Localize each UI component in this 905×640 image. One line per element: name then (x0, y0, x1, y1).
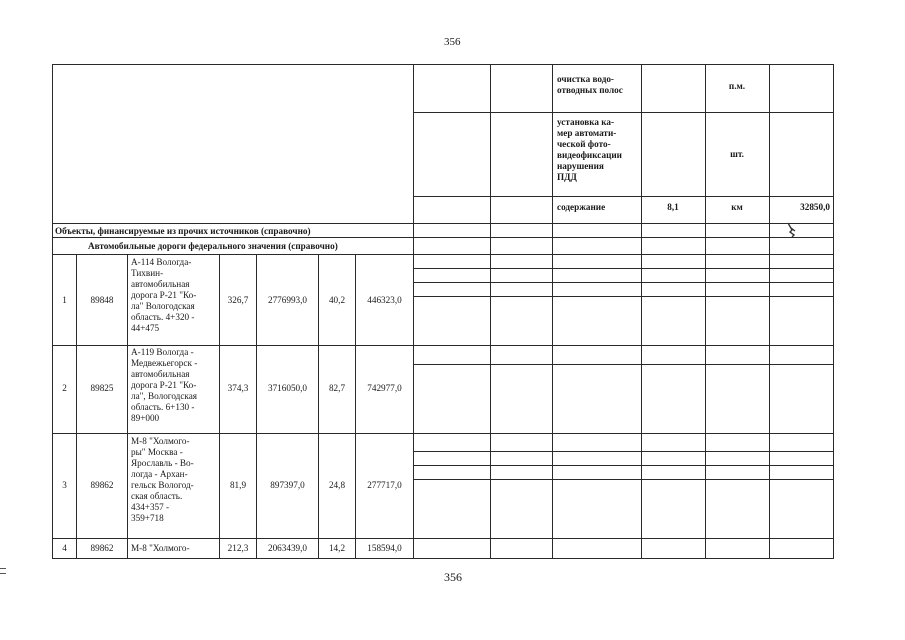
scan-edge-mark (0, 573, 6, 574)
road-1-length: 326,7 (227, 295, 249, 305)
work-unit-cleaning: п.м. (728, 81, 746, 91)
road-4-length: 212,3 (227, 543, 249, 553)
road-2-length: 374,3 (227, 383, 249, 393)
road-2-limit: 742977,0 (367, 383, 402, 393)
road-3-cost: 897397,0 (270, 480, 305, 490)
road-3-limit: 277717,0 (367, 480, 402, 490)
road-2-no: 2 (62, 383, 67, 393)
road-1-percent: 40,2 (328, 295, 346, 305)
work-qty-maintenance: 8,1 (667, 202, 679, 212)
road-3-no: 3 (62, 480, 67, 490)
road-1-no: 1 (62, 295, 67, 305)
scan-edge-mark (0, 568, 6, 569)
page-number-top: 356 (444, 36, 461, 48)
road-2-cost: 3716050,0 (267, 383, 308, 393)
road-2-code: 89825 (90, 383, 114, 393)
road-4-name: М-8 "Холмого- (131, 543, 190, 553)
road-4-limit: 158594,0 (367, 543, 402, 553)
road-4-code: 89862 (90, 543, 114, 553)
road-2-percent: 82,7 (328, 383, 346, 393)
page-number-bottom: 356 (444, 570, 462, 584)
road-4-percent: 14,2 (328, 543, 346, 553)
work-unit-cameras: шт. (730, 149, 744, 159)
road-3-code: 89862 (90, 480, 114, 490)
road-1-limit: 446323,0 (367, 295, 402, 305)
work-amount-maintenance: 32850,0 (800, 202, 830, 212)
road-3-name: М-8 "Холмого- ры" Москва - Ярославль - Во- логда - Архан- гельск Вологод- ская область. 434+357 - 359+718 (131, 436, 194, 523)
work-name-cameras: установка ка- мер автомати- ческой фото- видеофиксации нарушения ПДД (557, 117, 622, 182)
road-1-name: А-114 Вологда- Тихвин- автомобильная дорога Р-21 "Ко- ла" Вологодская область. 4+320 - 44+475 (131, 257, 197, 333)
section-federal-roads: Автомобильные дороги федерального значения (справочно) (88, 241, 338, 251)
road-3-percent: 24,8 (328, 480, 346, 490)
handwritten-mark-icon (786, 222, 798, 238)
road-3-length: 81,9 (229, 480, 247, 490)
road-2-name: А-119 Вологда - Медвежьегорск - автомобильная дорога Р-21 "Ко- ла", Вологодская область. 6+130 - 89+000 (131, 347, 198, 423)
road-4-cost: 2063439,0 (267, 543, 308, 553)
work-name-maintenance: содержание (557, 202, 606, 212)
road-1-cost: 2776993,0 (267, 295, 308, 305)
road-4-no: 4 (62, 543, 67, 553)
road-1-code: 89848 (90, 295, 114, 305)
work-unit-maintenance: км (731, 202, 743, 212)
section-other-sources: Объекты, финансируемые из прочих источников (справочно) (55, 226, 311, 236)
work-name-cleaning: очистка водо- отводных полос (557, 74, 623, 95)
